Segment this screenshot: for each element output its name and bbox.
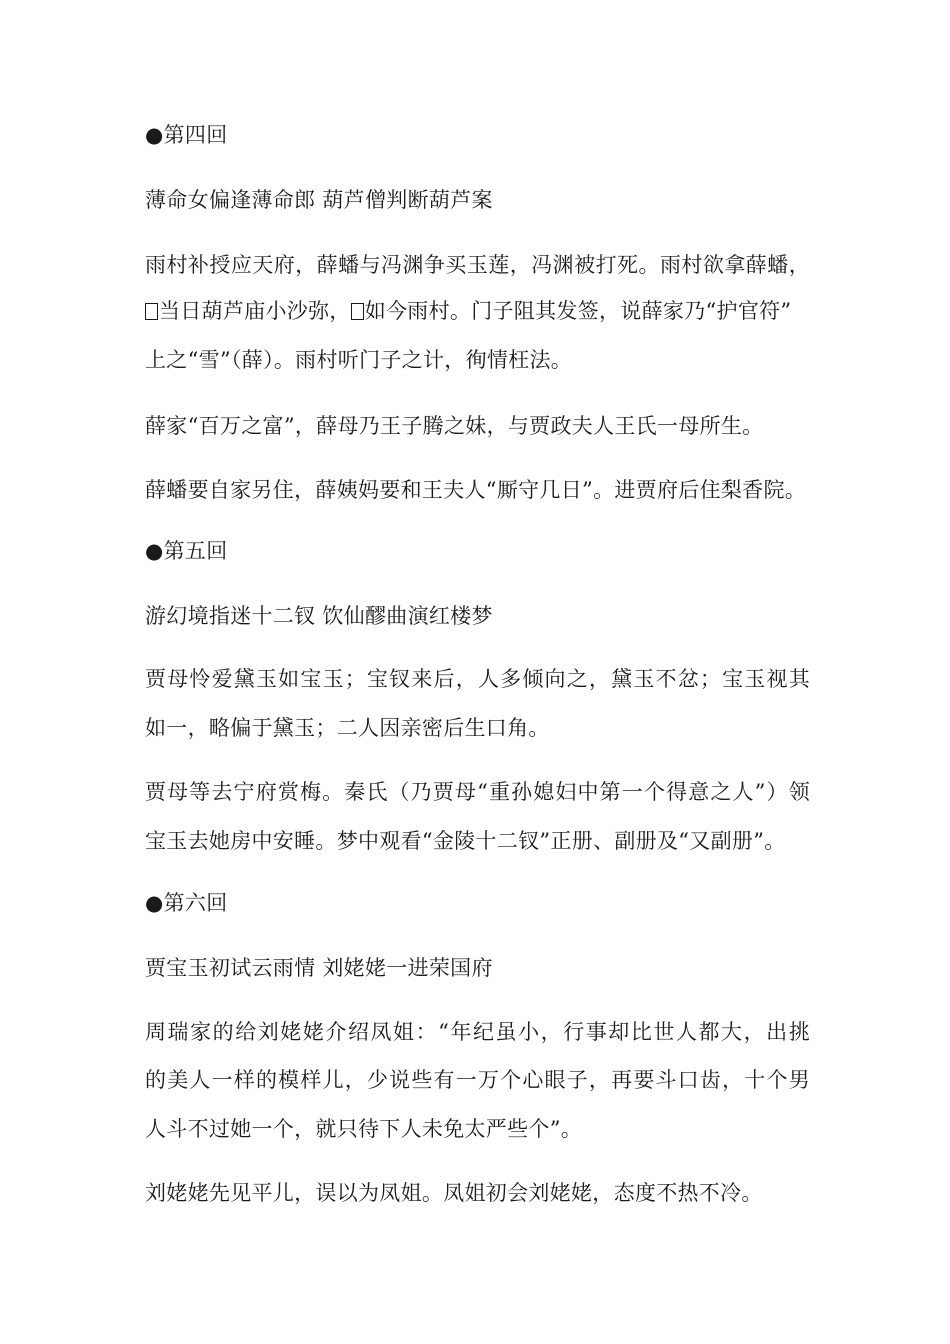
chapter-5-heading: ●第五回 (145, 539, 228, 563)
ch5-p2-line2: 宝玉去她房中安睡。梦中观看“金陵十二钗”正册、副册及“又副册”。 (145, 829, 786, 853)
ch4-p1-line1: 雨村补授应天府，薛蟠与冯渊争买玉莲，冯渊被打死。雨村欲拿薛蟠， (145, 253, 810, 277)
chapter-6-title: 贾宝玉初试云雨情 刘姥姥一进荣国府 (145, 956, 493, 980)
ch6-paragraph-2: 刘姥姥先见平儿，误以为凤姐。凤姐初会刘姥姥，态度不热不冷。 (145, 1181, 763, 1205)
ch5-p2-line1: 贾母等去宁府赏梅。秦氏（乃贾母“重孙媳妇中第一个得意之人”）领 (145, 780, 810, 804)
ch4-p1-line2-b: 如今雨村。门子阻其发签，说薛家乃“护官符” (364, 299, 792, 323)
ch4-paragraph-2: 薛家“百万之富”，薛母乃王子腾之妹，与贾政夫人王氏一母所生。 (145, 414, 764, 438)
ch6-p1-line2: 的美人一样的模样儿，少说些有一万个心眼子，再要斗口齿，十个男 (145, 1068, 810, 1092)
ch5-p1-line1: 贾母怜爱黛玉如宝玉；宝钗来后，人多倾向之，黛玉不忿；宝玉视其 (145, 667, 810, 691)
chapter-6-heading: ●第六回 (145, 891, 228, 915)
ch5-p1-line2: 如一，略偏于黛玉；二人因亲密后生口角。 (145, 716, 550, 740)
ch6-p1-line1: 周瑞家的给刘姥姥介绍凤姐：“年纪虽小，行事却比世人都大，出挑 (145, 1020, 810, 1044)
missing-glyph-box-icon (145, 303, 158, 320)
ch4-p1-line2 (145, 297, 791, 325)
ch6-p1-line3: 人斗不过她一个，就只待下人未免太严些个”。 (145, 1117, 583, 1141)
ch4-p1-line3: 上之“雪”（薛）。雨村听门子之计，徇情枉法。 (145, 348, 573, 372)
missing-glyph-box-icon (351, 303, 364, 320)
chapter-5-title: 游幻境指迷十二钗 饮仙醪曲演红楼梦 (145, 604, 493, 628)
ch4-p1-line2-a: 当日葫芦庙小沙弥， (159, 299, 351, 323)
ch4-paragraph-3: 薛蟠要自家另住，薛姨妈要和王夫人“厮守几日”。进贾府后住梨香院。 (145, 478, 807, 502)
chapter-4-title: 薄命女偏逢薄命郎 葫芦僧判断葫芦案 (145, 188, 493, 212)
chapter-4-heading: ●第四回 (145, 123, 228, 147)
